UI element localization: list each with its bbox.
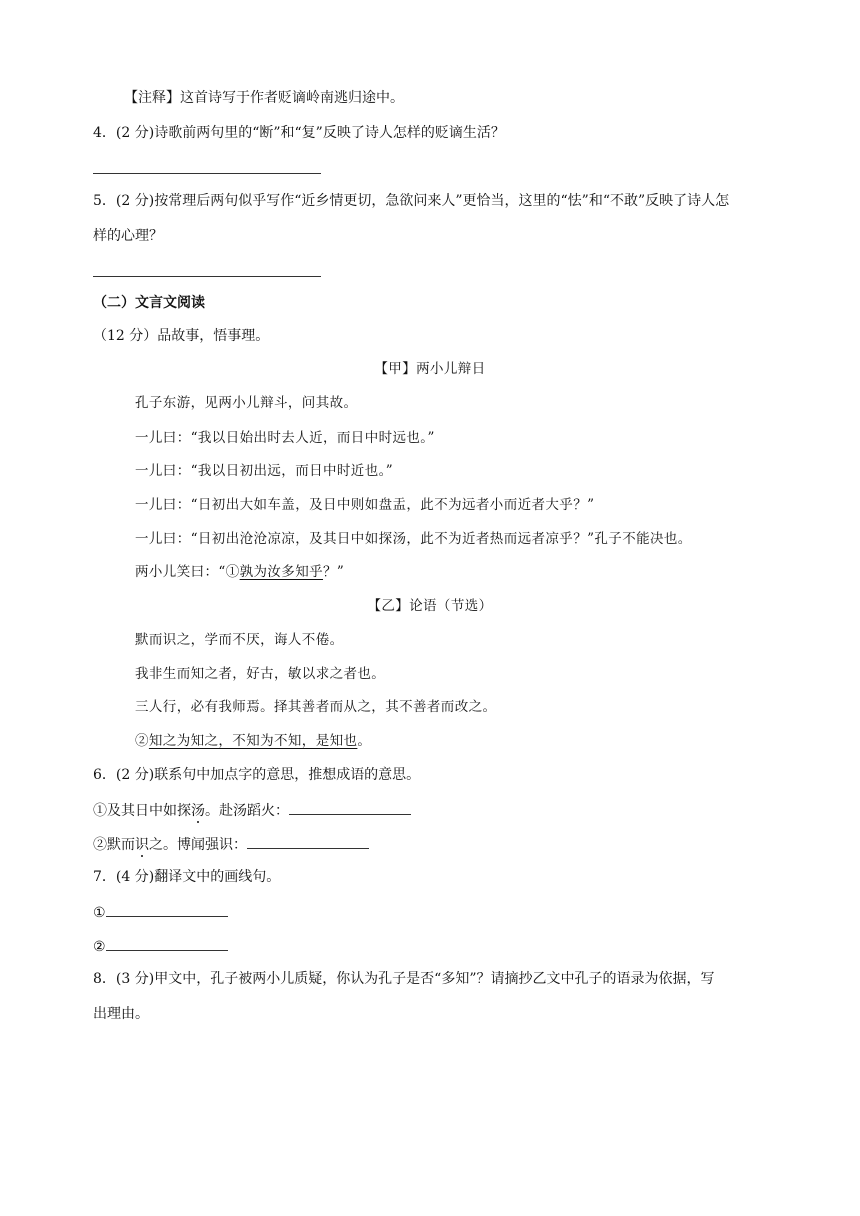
para-6-suffix: ？” bbox=[323, 564, 345, 580]
passage-yi-para-1: 默而识之，学而不厌，诲人不倦。 bbox=[135, 632, 344, 648]
q6-1-suffix: 。赴汤蹈火： bbox=[205, 803, 289, 819]
answer-blank-q7-1[interactable] bbox=[106, 901, 228, 917]
question-5-line-2: 样的心理？ bbox=[93, 228, 163, 244]
passage-yi-para-4 bbox=[135, 731, 371, 751]
underlined-sentence-1: 孰为汝多知乎 bbox=[239, 564, 324, 580]
passage-yi-title: 【乙】论语（节选） bbox=[367, 598, 493, 614]
para-4-prefix: ② bbox=[135, 733, 149, 749]
question-6-item-2 bbox=[93, 833, 369, 855]
question-5-line-1: 5．(2 分)按常理后两句似乎写作“近乡情更切，急欲问来人”更恰当，这里的“怯”和“不敢”反映了诗人怎 bbox=[93, 193, 730, 209]
answer-blank-q6-1[interactable] bbox=[289, 799, 411, 815]
para-4-suffix: 。 bbox=[357, 733, 372, 749]
q6-2-suffix: 之。博闻强识： bbox=[149, 837, 247, 853]
passage-jia-para-2: 一儿曰：“我以日始出时去人近，而日中时远也。” bbox=[135, 430, 435, 446]
q6-2-prefix: ②默而 bbox=[93, 837, 135, 853]
para-6-prefix: 两小儿笑曰：“① bbox=[135, 564, 240, 580]
question-7-item-1 bbox=[93, 901, 228, 923]
question-7: 7．(4 分)翻译文中的画线句。 bbox=[93, 869, 281, 885]
answer-blank-q7-2[interactable] bbox=[106, 935, 228, 951]
dotted-character-tang: 汤 bbox=[191, 803, 205, 819]
passage-jia-para-5: 一儿曰：“日初出沧沧凉凉，及其日中如探汤，此不为近者热而远者凉乎？”孔子不能决也。 bbox=[135, 531, 692, 547]
answer-line-q5[interactable] bbox=[93, 276, 321, 277]
passage-jia-para-3: 一儿曰：“我以日初出远，而日中时近也。” bbox=[135, 463, 394, 479]
question-4: 4．(2 分)诗歌前两句里的“断”和“复”反映了诗人怎样的贬谪生活？ bbox=[93, 125, 505, 141]
question-6-item-1 bbox=[93, 799, 411, 821]
passage-jia-para-6 bbox=[135, 562, 344, 582]
section-2-intro: （12 分）品故事，悟事理。 bbox=[93, 328, 270, 344]
passage-jia-para-4: 一儿曰：“日初出大如车盖，及日中则如盘盂，此不为远者小而近者大乎？” bbox=[135, 497, 595, 513]
section-2-title: （二）文言文阅读 bbox=[93, 295, 205, 311]
q7-2-label: ② bbox=[93, 939, 106, 955]
underlined-sentence-2: 知之为知之，不知为不知，是知也 bbox=[148, 733, 358, 749]
annotation-note: 【注释】这首诗写于作者贬谪岭南逃归途中。 bbox=[124, 90, 404, 106]
q7-1-label: ① bbox=[93, 905, 106, 921]
question-8-line-2: 出理由。 bbox=[93, 1006, 149, 1022]
passage-yi-para-2: 我非生而知之者，好古，敏以求之者也。 bbox=[135, 666, 386, 682]
dotted-character-zhi: 识 bbox=[135, 837, 149, 853]
question-6: 6．(2 分)联系句中加点字的意思，推想成语的意思。 bbox=[93, 767, 421, 783]
passage-jia-title: 【甲】两小儿辩日 bbox=[374, 361, 486, 377]
passage-yi-para-3: 三人行，必有我师焉。择其善者而从之，其不善者而改之。 bbox=[135, 699, 497, 715]
question-8-line-1: 8．(3 分)甲文中，孔子被两小儿质疑，你认为孔子是否“多知”？请摘抄乙文中孔子的语录为依据，写 bbox=[93, 971, 715, 987]
answer-blank-q6-2[interactable] bbox=[247, 833, 369, 849]
question-7-item-2 bbox=[93, 935, 228, 957]
answer-line-q4[interactable] bbox=[93, 173, 321, 174]
passage-jia-para-1: 孔子东游，见两小儿辩斗，问其故。 bbox=[135, 395, 358, 411]
q6-1-prefix: ①及其日中如探 bbox=[93, 803, 191, 819]
